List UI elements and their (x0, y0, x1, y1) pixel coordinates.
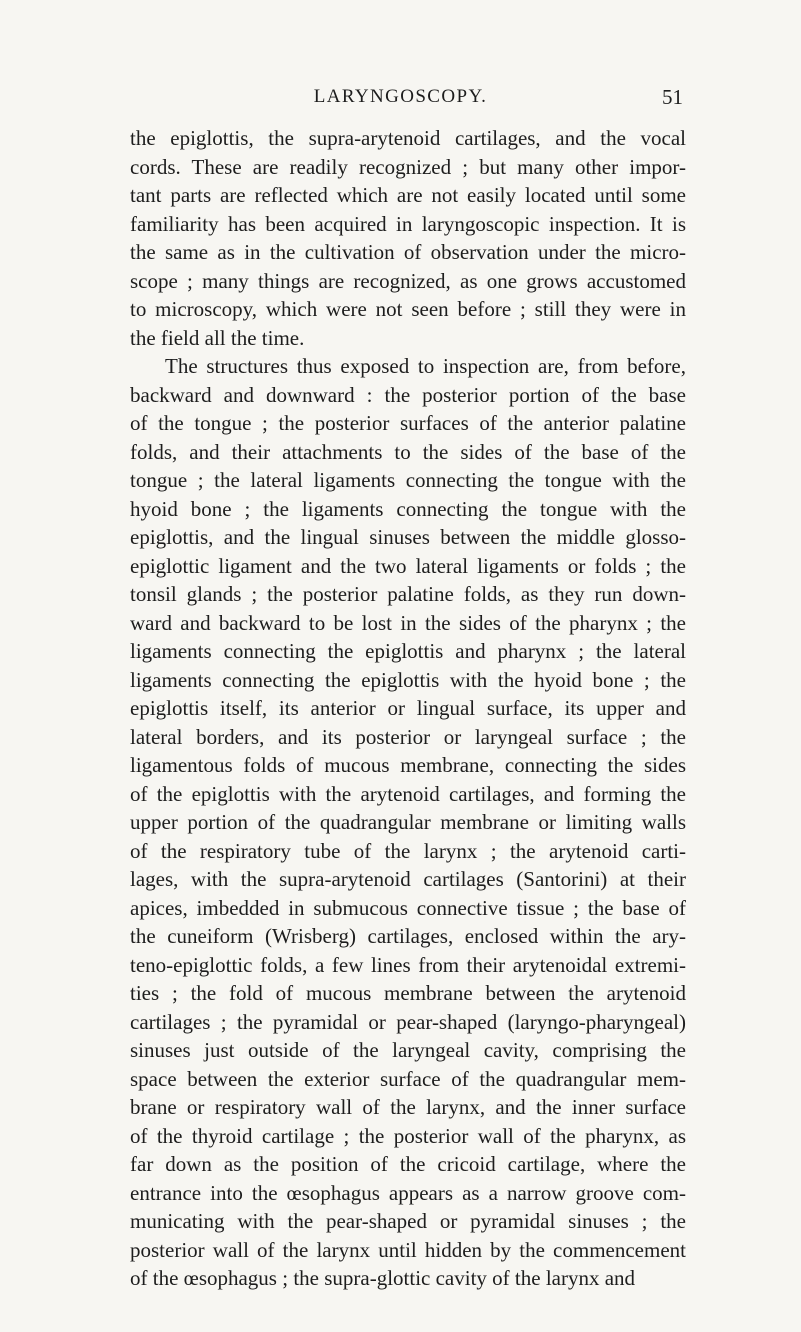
text-line: cartilages ; the pyramidal or pear-shaped (laryngo-pharyngeal) (130, 1009, 686, 1034)
text-line: tonsil glands ; the posterior palatine folds, as they run down- (130, 582, 686, 606)
text-line: of the respiratory tube of the larynx ; the arytenoid carti- (130, 838, 686, 863)
text-line: the epiglottis, the supra-arytenoid cartilages, and the vocal (130, 126, 686, 150)
text-line: scope ; many things are recognized, as one grows accustomed (130, 268, 686, 293)
text-line: municating with the pear-shaped or pyramidal sinuses ; the (130, 1209, 686, 1233)
text-line: of the epiglottis with the arytenoid cartilages, and forming the (130, 781, 686, 806)
text-line: sinuses just outside of the laryngeal cavity, comprising the (130, 1038, 686, 1062)
text-line: to microscopy, which were not seen before ; still they were in (130, 297, 686, 321)
paragraph-first-line: The structures thus exposed to inspection are, from before, (165, 354, 686, 378)
text-line: apices, imbedded in submucous connective tissue ; the base of (130, 895, 686, 920)
text-line: tant parts are reflected which are not easily located until some (130, 183, 686, 207)
text-line: epiglottis itself, its anterior or lingual surface, its upper and (130, 696, 686, 720)
page-number: 51 (662, 85, 683, 109)
text-line: familiarity has been acquired in laryngoscopic inspection. It is (130, 211, 686, 236)
text-line: lateral borders, and its posterior or laryngeal surface ; the (130, 724, 686, 749)
text-line: folds, and their attachments to the sides of the base of the (130, 439, 686, 464)
page-header (0, 82, 801, 112)
text-line: tongue ; the lateral ligaments connecting the tongue with the (130, 468, 686, 492)
text-line: of the œsophagus ; the supra-glottic cavity of the larynx and (130, 1266, 636, 1290)
text-line: teno-epiglottic folds, a few lines from their arytenoidal extremi- (130, 952, 686, 977)
text-line: cords. These are readily recognized ; but many other impor- (130, 154, 686, 179)
text-line: space between the exterior surface of the quadrangular mem- (130, 1066, 686, 1091)
text-line: the cuneiform (Wrisberg) cartilages, enclosed within the ary- (130, 924, 686, 948)
text-line: far down as the position of the cricoid cartilage, where the (130, 1152, 686, 1176)
text-line: the same as in the cultivation of observation under the micro- (130, 240, 686, 264)
text-line: of the thyroid cartilage ; the posterior wall of the pharynx, as (130, 1123, 686, 1148)
text-line: upper portion of the quadrangular membrane or limiting walls (130, 810, 686, 834)
text-line: ties ; the fold of mucous membrane between the arytenoid (130, 981, 686, 1005)
text-line: backward and downward : the posterior portion of the base (130, 382, 686, 407)
text-line: lages, with the supra-arytenoid cartilages (Santorini) at their (130, 867, 686, 891)
text-line: the field all the time. (130, 325, 305, 350)
running-head: LARYNGOSCOPY. (313, 86, 488, 107)
text-line: brane or respiratory wall of the larynx, and the inner surface (130, 1095, 686, 1119)
text-line: ward and backward to be lost in the sides of the pharynx ; the (130, 610, 686, 635)
text-line: hyoid bone ; the ligaments connecting the tongue with the (130, 496, 686, 521)
text-line: of the tongue ; the posterior surfaces of the anterior palatine (130, 411, 686, 435)
body-text (130, 124, 686, 1293)
text-line: posterior wall of the larynx until hidden by the commencement (130, 1237, 686, 1262)
text-line: ligamentous folds of mucous membrane, connecting the sides (130, 753, 686, 777)
text-line: ligaments connecting the epiglottis with the hyoid bone ; the (130, 667, 686, 692)
text-line: epiglottis, and the lingual sinuses between the middle glosso- (130, 525, 686, 549)
text-line: ligaments connecting the epiglottis and pharynx ; the lateral (130, 639, 686, 663)
text-line: epiglottic ligament and the two lateral ligaments or folds ; the (130, 553, 686, 578)
text-line: entrance into the œsophagus appears as a narrow groove com- (130, 1180, 686, 1205)
